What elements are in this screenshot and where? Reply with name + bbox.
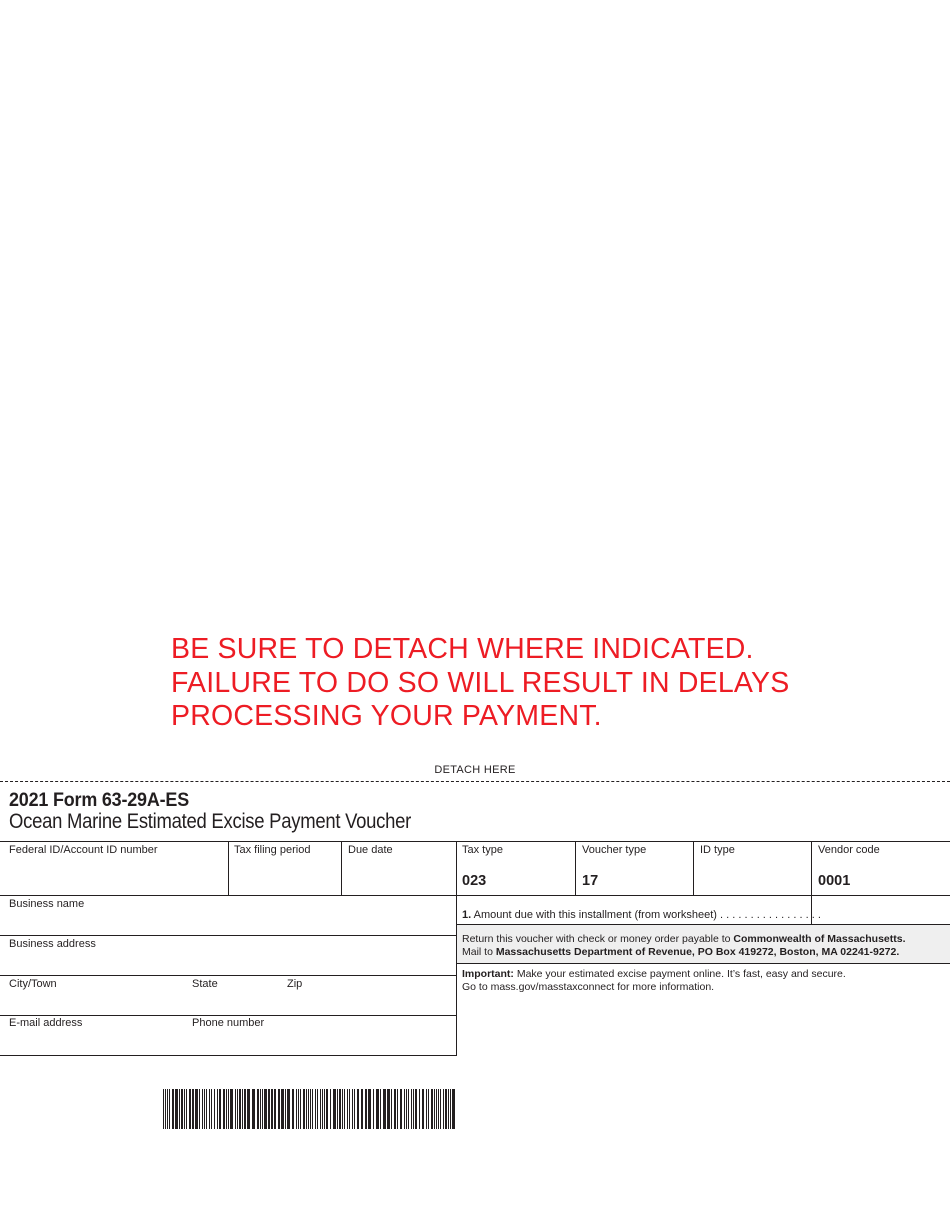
voucher-type-label: Voucher type: [582, 844, 647, 856]
vendor-code-value: 0001: [818, 873, 851, 889]
warning-line-2: FAILURE TO DO SO WILL RESULT IN DELAYS: [171, 666, 790, 699]
zip-label: Zip: [287, 978, 303, 990]
phone-label: Phone number: [192, 1017, 265, 1029]
warning-line-1: BE SURE TO DETACH WHERE INDICATED.: [171, 633, 754, 665]
due-date-label: Due date: [348, 844, 393, 856]
line-1-amount-label: [462, 909, 821, 922]
important-label: Important:: [462, 968, 514, 980]
email-label: E-mail address: [9, 1017, 83, 1029]
form-subtitle: Ocean Marine Estimated Excise Payment Voucher: [9, 810, 412, 833]
mail-to-text: Mail to: [462, 946, 496, 958]
form-title: 2021 Form 63-29A-ES: [9, 789, 189, 811]
line-1-number: 1.: [462, 909, 472, 921]
state-label: State: [192, 978, 218, 990]
line-1-leader: . . . . . . . . . . . . . . . . .: [716, 909, 821, 921]
id-type-label: ID type: [700, 844, 735, 856]
barcode: [163, 1089, 458, 1129]
detach-warning: [171, 633, 911, 734]
city-town-label: City/Town: [9, 978, 57, 990]
important-link-text: Go to mass.gov/masstaxconnect for more information.: [462, 981, 715, 993]
tax-type-value: 023: [462, 873, 487, 889]
voucher-type-value: 17: [582, 873, 599, 889]
business-name-label: Business name: [9, 898, 85, 910]
vendor-code-label: Vendor code: [818, 844, 880, 856]
important-notice: [462, 968, 846, 994]
line-1-amount-input[interactable]: [812, 896, 950, 924]
payee-name: Commonwealth of Massachusetts.: [733, 933, 906, 945]
detach-cut-line: [0, 781, 950, 782]
business-address-label: Business address: [9, 938, 96, 950]
warning-line-3: PROCESSING YOUR PAYMENT.: [171, 700, 602, 732]
tax-type-label: Tax type: [462, 844, 503, 856]
tax-filing-period-label: Tax filing period: [234, 844, 311, 856]
return-notice-text: Return this voucher with check or money order payable to: [462, 933, 734, 945]
mailing-address: Massachusetts Department of Revenue, PO Box 419272, Boston, MA 02241-9272.: [495, 946, 900, 958]
detach-here-label: DETACH HERE: [434, 764, 516, 776]
important-text: Make your estimated excise payment online. It’s fast, easy and secure.: [513, 968, 846, 980]
return-notice: [462, 933, 906, 959]
federal-id-label: Federal ID/Account ID number: [9, 844, 158, 856]
line-1-text: Amount due with this installment (from worksheet): [473, 909, 717, 921]
